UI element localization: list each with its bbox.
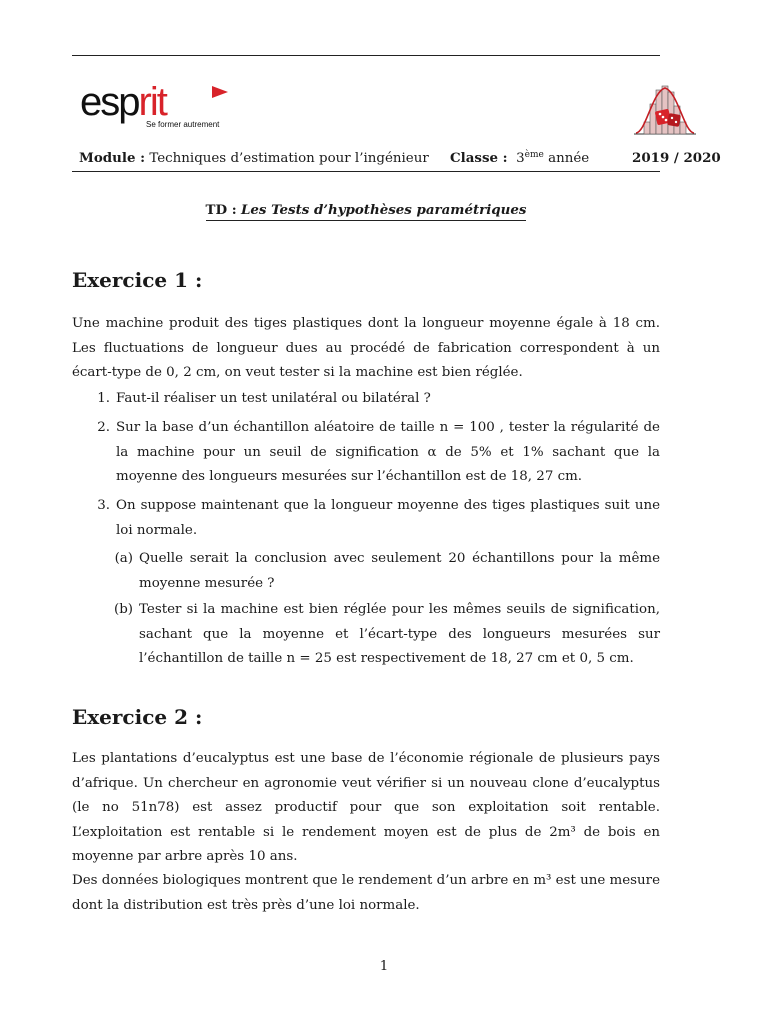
- module-value: Techniques d’estimation pour l’ingénieur: [149, 151, 429, 166]
- item-number: 1.: [97, 391, 110, 406]
- logo-text-black: esp: [80, 80, 139, 124]
- classe-suffix: année: [548, 151, 590, 166]
- exercise1-item-2: Sur la base d’un échantillon aléatoire de taille n = 100 , tester la régularité de la machine pour un seuil de signification α de 5% et 1% sachant que la moyenne des longueurs mesurées sur l’échantillon est de 18, 27 cm.: [116, 420, 660, 485]
- logo-text-red: rit: [138, 80, 166, 124]
- classe-info: [450, 150, 589, 166]
- module-label: Module :: [79, 150, 146, 166]
- esprit-logo: [80, 82, 230, 132]
- exercise1-subitem-b: Tester si la machine est bien réglée pour les mêmes seuils de signification, sachant que la moyenne et l’écart-type des longueurs mesurées sur l’échantillon de taille n = 25 est respectivement de 18, 27 cm et 0, 5 cm.: [139, 602, 660, 667]
- classe-num: 3: [516, 151, 525, 166]
- exercise2-para-1: Les plantations d’eucalyptus est une base de l’économie régionale de plusieurs pays d’afrique. Un chercheur en agronomie veut vérifier si un nouveau clone d’eucalyptus (le no 51n78) est assez productif pour que son exploitation soit rentable. L’exploitation est rentable si le rendement moyen est de plus de 2m³ de bois en moyenne par arbre après 10 ans.: [72, 751, 660, 865]
- normal-curve-dice-emblem: [632, 82, 698, 138]
- exercise2-para-2: Des données biologiques montrent que le rendement d’un arbre en m³ est une mesure dont la distribution est très près d’une loi normale.: [72, 873, 660, 913]
- item-number: 3.: [97, 498, 110, 513]
- logo-tagline: Se former autrement: [146, 120, 220, 129]
- item-number: 2.: [97, 420, 110, 435]
- module-info: [79, 150, 429, 166]
- header-rule: [72, 171, 660, 172]
- td-prefix: TD :: [205, 202, 237, 218]
- exercise2-title: Exercice 2 :: [72, 705, 203, 729]
- exercise1-subitem-a: Quelle serait la conclusion avec seulement 20 échantillons pour la même moyenne mesurée ?: [139, 551, 660, 591]
- flag-icon: [212, 86, 230, 102]
- top-rule: [72, 55, 660, 56]
- exercise1-item-1: Faut-il réaliser un test unilatéral ou bilatéral ?: [116, 391, 431, 406]
- td-title: [72, 202, 660, 218]
- exercise1-title: Exercice 1 :: [72, 268, 203, 292]
- logo-wordmark: [80, 82, 166, 122]
- classe-label: Classe :: [450, 150, 508, 166]
- classe-sup: ème: [524, 150, 544, 160]
- school-year: 2019 / 2020: [632, 150, 721, 166]
- subitem-number: (b): [113, 602, 133, 617]
- exercise1-item-3: On suppose maintenant que la longueur moyenne des tiges plastiques suit une loi normale.: [116, 498, 660, 538]
- subitem-number: (a): [114, 551, 133, 566]
- page-number: 1: [379, 959, 389, 974]
- exercise1-intro: Une machine produit des tiges plastiques dont la longueur moyenne égale à 18 cm. Les fluctuations de longueur dues au procédé de fabrication correspondent à un écart-type de 0, 2 cm, on veut tester si la machine est bien réglée.: [72, 316, 660, 381]
- td-title-text: Les Tests d’hypothèses paramétriques: [240, 202, 527, 218]
